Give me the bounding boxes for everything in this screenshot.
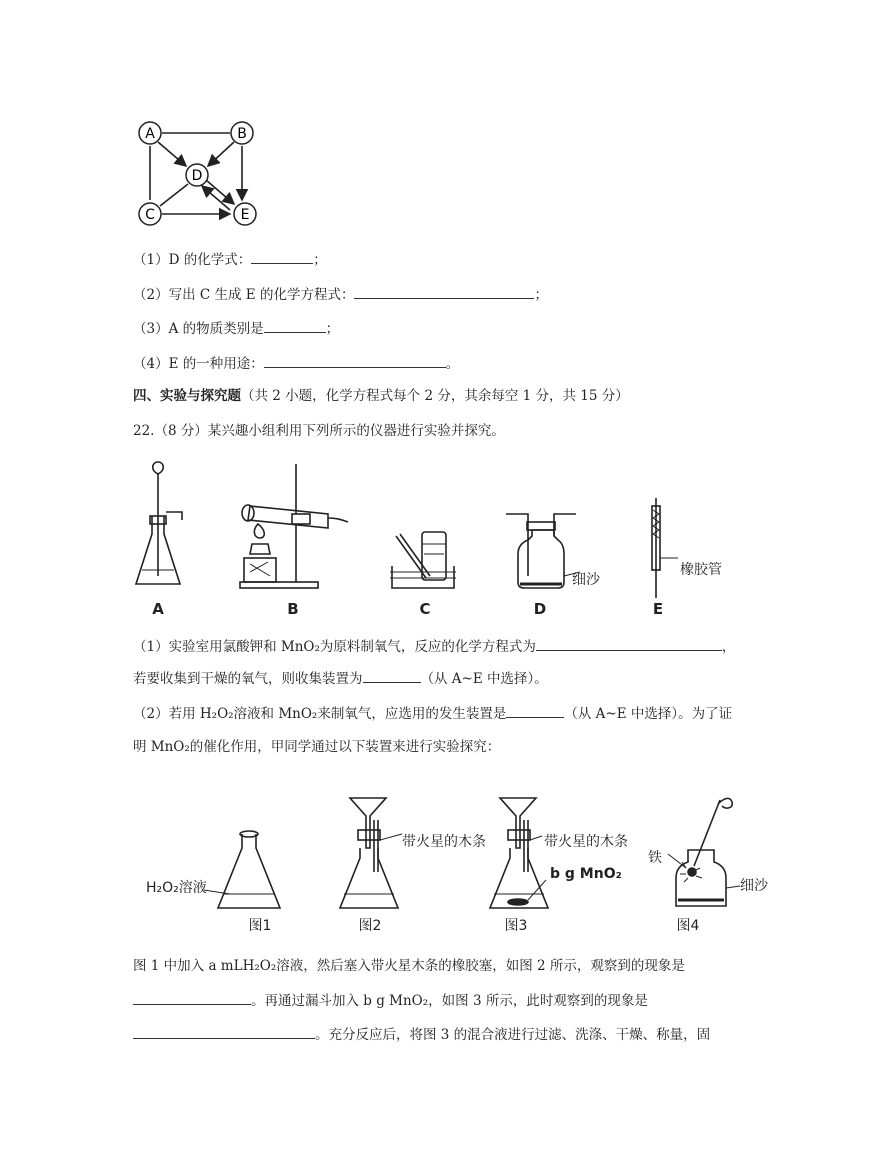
app-label-d: D (533, 600, 547, 618)
q22-part3-line2: 。再通过漏斗加入 b g MnO₂，如图 3 所示，此时观察到的现象是 (133, 990, 648, 1011)
node-b: B (237, 126, 247, 142)
q22-part2-line2: 明 MnO₂的催化作用，甲同学通过以下装置来进行实验探究： (133, 739, 501, 755)
answer-blank[interactable] (506, 703, 564, 718)
app-label-b: B (287, 600, 299, 618)
node-e: E (240, 207, 250, 223)
answer-blank[interactable] (133, 1024, 315, 1039)
relation-diagram (130, 118, 270, 230)
q22-part2-line1: （2）若用 H₂O₂溶液和 MnO₂来制氧气，应选用的发生装置是 （从 A~E 中选择）。为了证 (133, 703, 732, 724)
node-c: C (145, 207, 155, 223)
iron-label: 铁 (648, 850, 662, 866)
q21-part4: （4）E 的一种用途： 。 (133, 353, 459, 374)
fig2-caption: 图2 (358, 918, 382, 934)
q22-part1-line1: （1）实验室用氯酸钾和 MnO₂为原料制氧气，反应的化学方程式为 ， (133, 636, 735, 657)
mno2-label: b g MnO₂ (550, 866, 622, 882)
app-label-c: C (419, 600, 431, 618)
sand-label: 细沙 (572, 572, 600, 588)
answer-blank[interactable] (363, 668, 421, 683)
node-a: A (145, 126, 155, 142)
q22-part1-line2: 若要收集到干燥的氧气，则收集装置为 （从 A~E 中选择）。 (133, 668, 548, 689)
fig3-caption: 图3 (504, 918, 528, 934)
answer-blank[interactable] (133, 990, 251, 1005)
answer-blank[interactable] (251, 249, 313, 264)
rubber-tube-label: 橡胶管 (680, 562, 722, 578)
q22-part3-line1: 图 1 中加入 a mLH₂O₂溶液，然后塞入带火星木条的橡胶塞，如图 2 所示，观察到的现象是 (133, 958, 685, 974)
app-label-e: E (652, 600, 664, 618)
answer-blank[interactable] (264, 353, 446, 368)
apparatus-figure (128, 458, 768, 622)
q22-part3-line3: 。充分反应后，将图 3 的混合液进行过滤、洗涤、干燥、称量，固 (133, 1024, 710, 1045)
splint-label-fig2: 带火星的木条 (402, 834, 486, 850)
q21-part2: （2）写出 C 生成 E 的化学方程式： ； (133, 284, 548, 305)
q21-part3: （3）A 的物质类别是 ； (133, 318, 339, 339)
fig1-caption: 图1 (248, 918, 272, 934)
fig4-caption: 图4 (676, 918, 700, 934)
q21-part1: （1）D 的化学式： ； (133, 249, 327, 270)
answer-blank[interactable] (264, 318, 326, 333)
app-label-a: A (152, 600, 164, 618)
sand-label-fig4: 细沙 (740, 878, 768, 894)
answer-blank[interactable] (354, 284, 534, 299)
q22-intro: 22.（8 分）某兴趣小组利用下列所示的仪器进行实验并探究。 (133, 423, 505, 439)
section-heading: 四、实验与探究题（共 2 小题，化学方程式每个 2 分，其余每空 1 分，共 15 分） (133, 388, 629, 404)
experiment-figure (140, 790, 770, 938)
answer-blank[interactable] (536, 636, 722, 651)
h2o2-label: H₂O₂溶液 (146, 880, 207, 896)
splint-label-fig3: 带火星的木条 (544, 834, 628, 850)
node-d: D (191, 168, 203, 184)
